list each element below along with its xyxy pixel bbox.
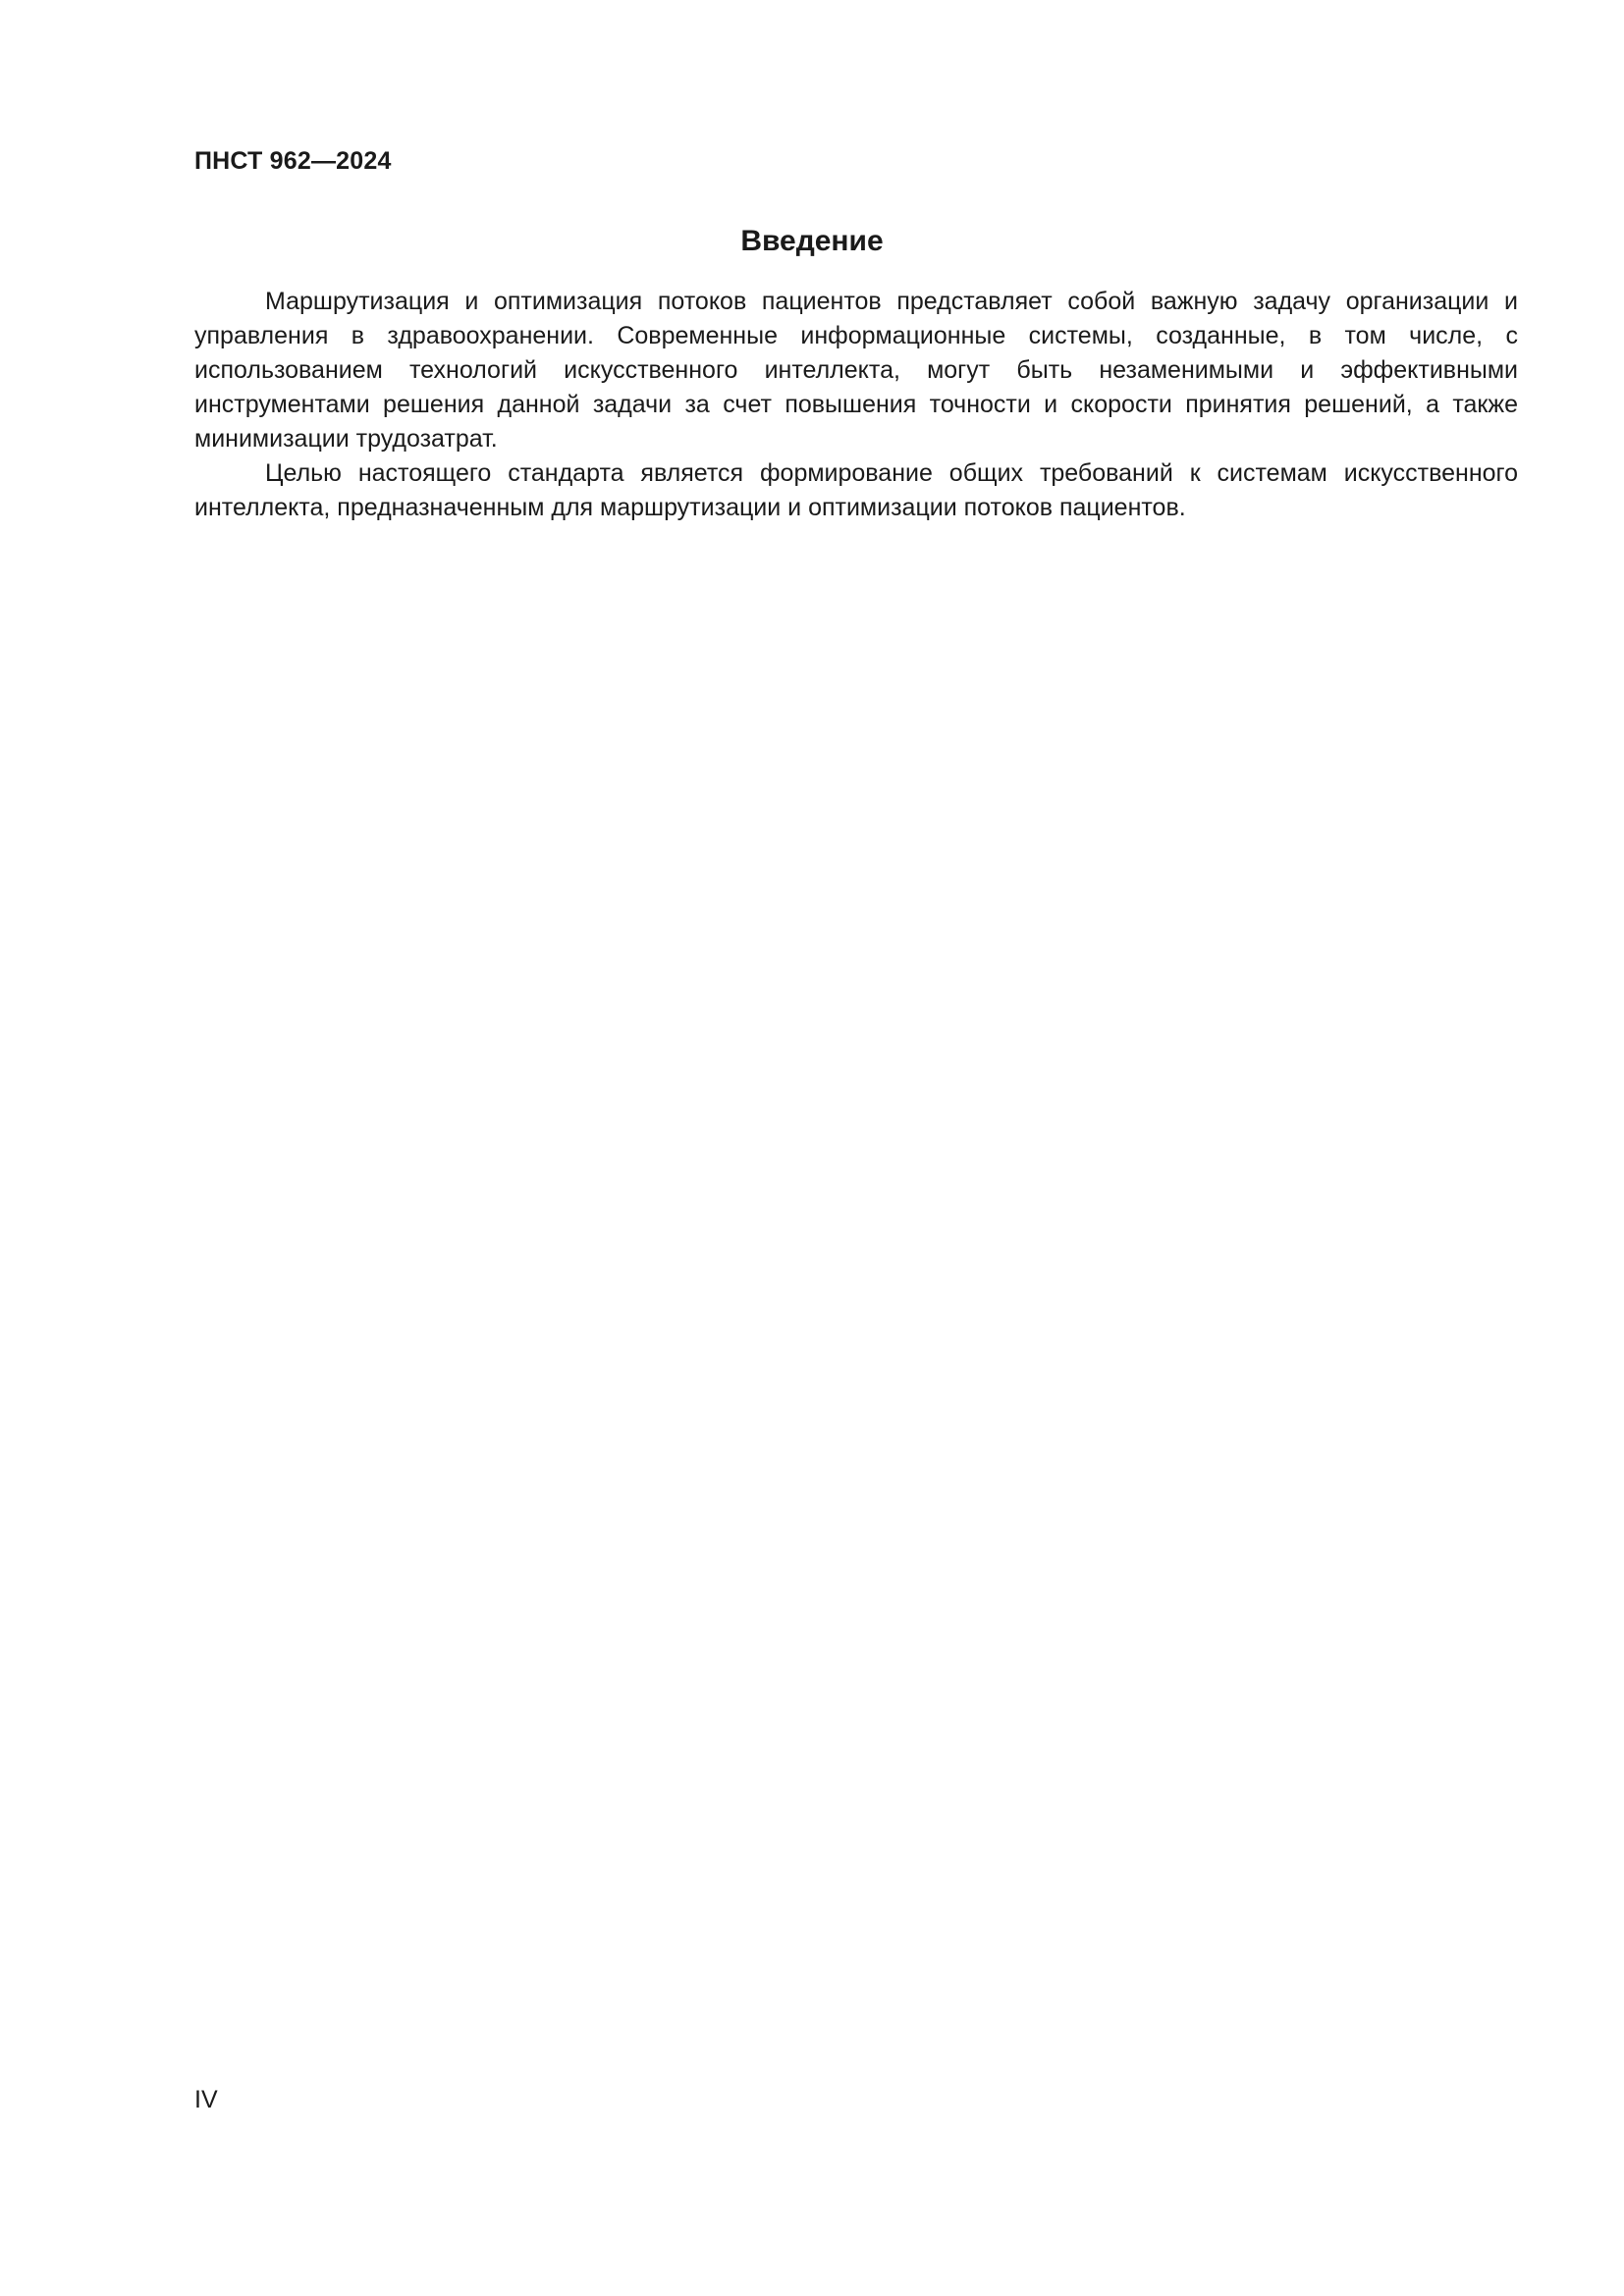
paragraph: Маршрутизация и оптимизация потоков пациентов представляет собой важную задачу организации и управления в здравоохранении. Современные информационные системы, созданные, в том числе, с использованием технологий искусственного интеллекта, могут быть незаменимыми и эффективными инструментами решения данной задачи за счет повышения точности и скорости принятия решений, а также минимизации трудозатрат. (194, 288, 1518, 453)
paragraph: Целью настоящего стандарта является формирование общих требований к системам искусственного интеллекта, предназначенным для маршрутизации и оптимизации потоков пациентов. (194, 459, 1518, 521)
section-title: Введение (740, 225, 884, 257)
document-code: ПНСТ 962—2024 (194, 147, 392, 175)
page-number: IV (194, 2086, 218, 2113)
body-text (194, 285, 1518, 525)
